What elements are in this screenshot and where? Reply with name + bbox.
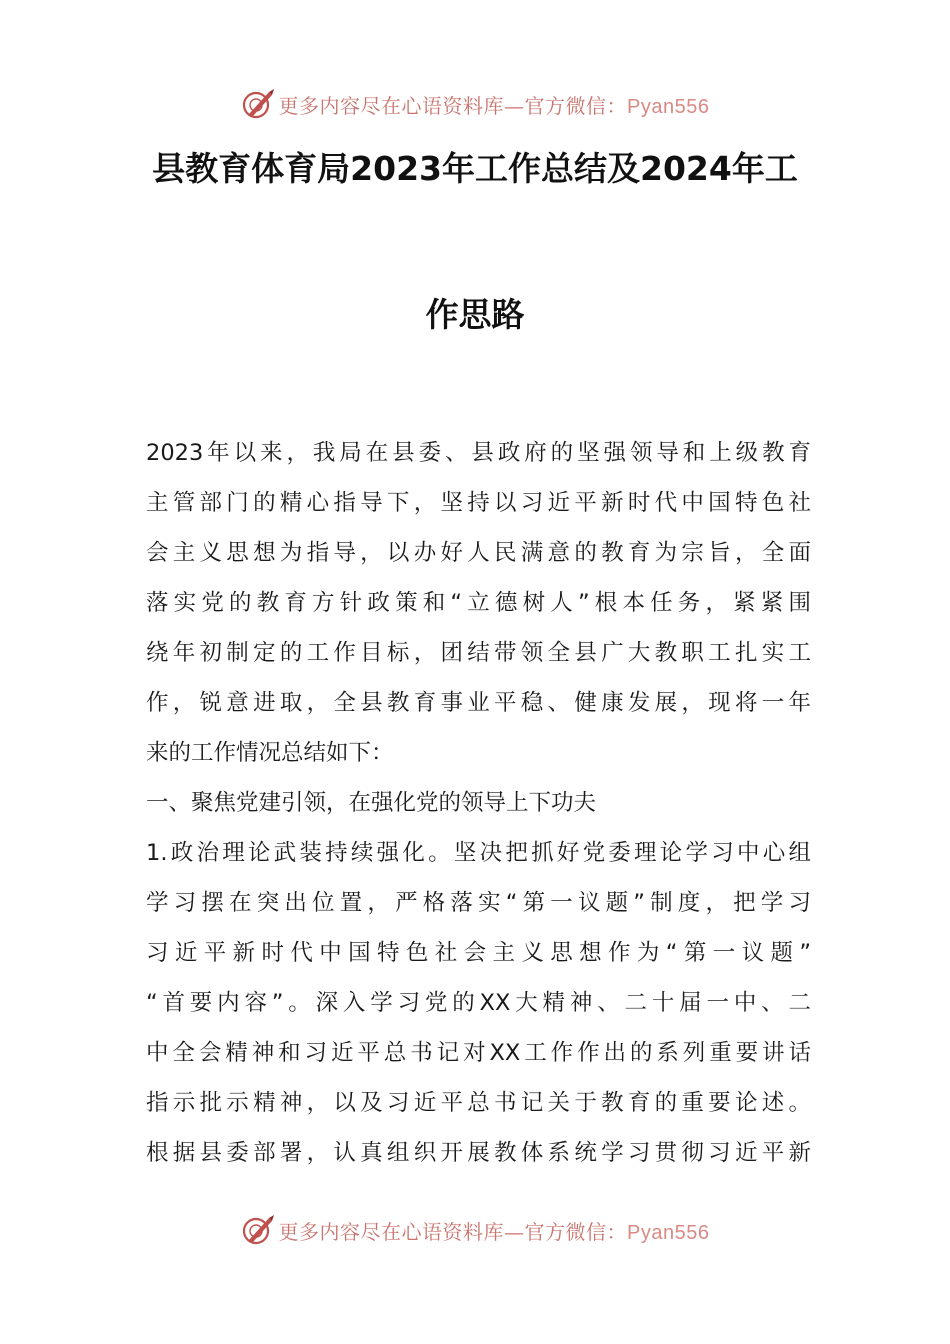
body-line: 习近平新时代中国特色社会主义思想作为“第一议题” xyxy=(146,940,811,966)
quill-pen-logo-icon xyxy=(241,87,275,121)
document-body xyxy=(146,428,811,1178)
footer-banner xyxy=(0,1208,950,1252)
body-line: 根据县委部署，认真组织开展教体系统学习贯彻习近平新 xyxy=(146,1140,811,1166)
section-heading: 一、聚焦党建引领，在强化党的领导上下功夫 xyxy=(146,790,597,816)
body-line: 来的工作情况总结如下： xyxy=(146,740,394,766)
document-title-line-1: 县教育体育局2023年工作总结及2024年工 xyxy=(152,149,798,188)
header-banner xyxy=(0,82,950,126)
body-line: 中全会精神和习近平总书记对XX工作作出的系列重要讲话 xyxy=(146,1040,811,1066)
body-line: 学习摆在突出位置，严格落实“第一议题”制度，把学习 xyxy=(146,890,811,916)
body-line: “首要内容”。深入学习党的XX大精神、二十届一中、二 xyxy=(146,990,811,1016)
banner-text: 更多内容尽在心语资料库—官方微信：Pyan556 xyxy=(278,93,710,118)
wechat-id: Pyan556 xyxy=(627,95,710,118)
body-line: 主管部门的精心指导下，坚持以习近平新时代中国特色社 xyxy=(146,490,811,516)
body-line: 1.政治理论武装持续强化。坚决把抓好党委理论学习中心组 xyxy=(146,840,811,866)
quill-pen-logo-icon xyxy=(241,1213,275,1247)
body-line: 会主义思想为指导，以办好人民满意的教育为宗旨，全面 xyxy=(146,540,811,566)
body-line: 作，锐意进取，全县教育事业平稳、健康发展，现将一年 xyxy=(146,690,811,716)
body-line: 绕年初制定的工作目标，团结带领全县广大教职工扎实工 xyxy=(146,640,811,666)
body-line: 落实党的教育方针政策和“立德树人”根本任务，紧紧围 xyxy=(146,590,811,616)
body-line: 2023年以来，我局在县委、县政府的坚强领导和上级教育 xyxy=(146,440,811,466)
wechat-id: Pyan556 xyxy=(627,1221,710,1244)
body-line: 指示批示精神，以及习近平总书记关于教育的重要论述。 xyxy=(146,1090,811,1116)
document-title-line-2: 作思路 xyxy=(425,295,525,334)
banner-text: 更多内容尽在心语资料库—官方微信：Pyan556 xyxy=(278,1219,710,1244)
